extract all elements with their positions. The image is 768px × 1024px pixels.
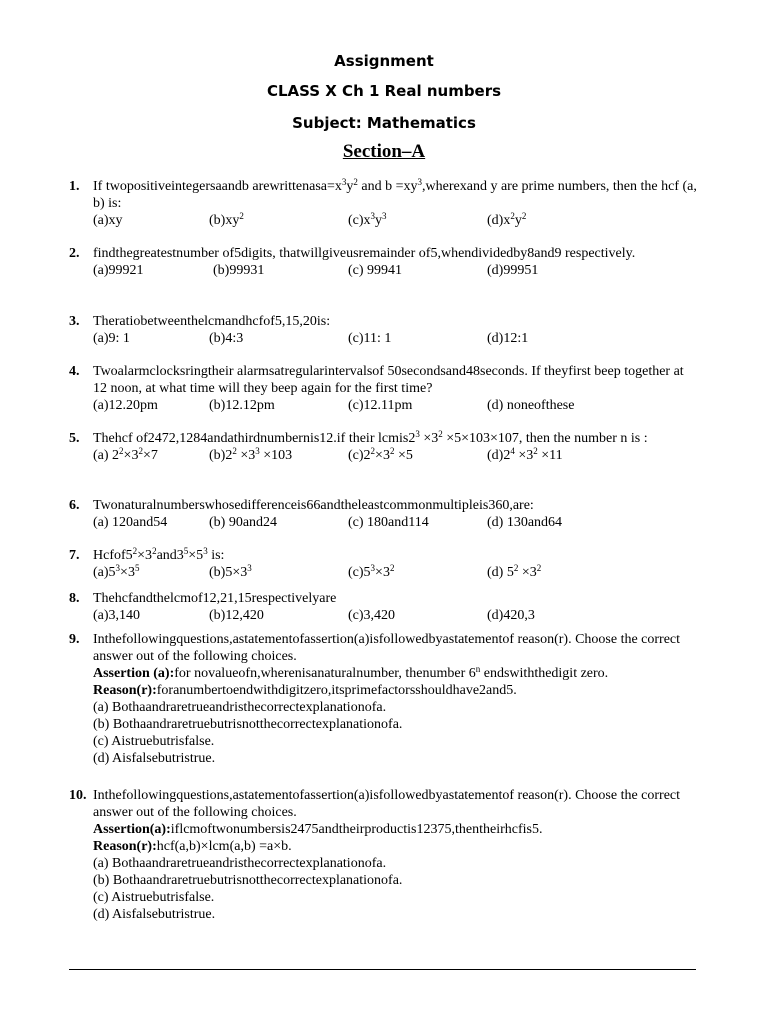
question-number: 3. [69,314,80,329]
option-c: $(c)5^3\times 3^2$ [348,563,395,580]
choice-c: (c) Aistruebutrisfalse. [93,890,215,905]
choice-d: (d) Aisfalsebutristrue. [93,751,216,766]
reason-line: Reason(r):hcf(a,b)×lcm(a,b) =a×b. [93,839,292,854]
option-a: (a)3,140 [93,608,141,623]
choice-a: (a) Bothaandraretrueandristhecorrectexplanationofa. [93,700,387,715]
option-d: $(d)x^2y^2$ [487,211,527,228]
options-row [93,564,699,581]
question-4 [69,363,699,414]
option-a: (a)12.20pm [93,398,158,413]
options-row [93,330,699,347]
question-number: 2. [69,246,80,261]
assertion-line: Assertion (a):for novalueofn,wherenisanaturalnumber, thenumber 6$^n$ endswiththedigit zero. [93,664,609,681]
question-number: 6. [69,498,80,513]
question-7 [69,547,699,581]
option-c: (c) 99941 [348,263,403,278]
option-a: (a)9: 1 [93,331,130,346]
question-text: If twopositiveintegersaandb $arewrittenasa=x^3y^2$ and $b =xy^3,wherexand$ y are prime numbers, then the hcf (a, b) is: [93,177,697,211]
question-text: Thehcf of2472,1284andathirdnumbernis12.if their $lcmis2^3 \times 3^2 \times 5\times 103\times 107$, then the number n is : [93,429,648,446]
choice-d: (d) Aisfalsebutristrue. [93,907,216,922]
option-c: (c)3,420 [348,608,396,623]
option-d: (d)420,3 [487,608,535,623]
choice-b: (b) Bothaandraretruebutrisnotthecorrectexplanationofa. [93,873,403,888]
options-row [93,262,699,279]
question-number: 4. [69,364,80,379]
question-text: Twoalarmclocksringtheir alarmsatregularintervalsof 50secondsand48seconds. If theyfirst beep together at 12 noon, at what time will they beep again for the first time? [93,364,684,396]
question-10 [69,787,699,923]
question-text: Twonaturalnumberswhosedifferenceis66andtheleastcommonmultipleis360,are: [93,498,534,513]
option-a: (a)xy [93,213,123,228]
option-a: (a)99921 [93,263,144,278]
question-9 [69,631,699,767]
assertion-line: Assertion(a):iflcmoftwonumbersis2475andtheirproductis12375,thentheirhcfis5. [93,822,543,837]
question-text: findthegreatestnumber of5digits, thatwillgiveusremainder of5,whendividedby8and9 respectively. [93,246,636,261]
option-b: (b)99931 [213,263,265,278]
question-3 [69,313,699,347]
options-row [93,514,699,531]
question-text: Inthefollowingquestions,astatementofassertion(a)isfollowedbyastatementof reason(r). Choose the correct answer out of the following choices. [93,788,681,820]
option-b: (b)12,420 [209,608,264,623]
options-row [93,397,699,414]
question-number: 10. [69,788,87,803]
option-c: $(c)x^3y^3$ [348,211,387,228]
option-b: $(b)2^2 \times 3^3 \times 103$ [209,446,293,463]
footer-rule [69,969,696,970]
option-c: (c)12.11pm [348,398,413,413]
question-text: Theratiobetweenthelcmandhcfof5,15,20is: [93,314,331,329]
section-heading: Section–A [342,141,426,162]
option-d: (d)12:1 [487,331,529,346]
option-c: $(c)2^2\times 3^2 \times 5$ [348,446,413,463]
option-b: (b)4:3 [209,331,244,346]
option-d: (d) noneofthese [487,398,575,413]
question-5 [69,430,699,464]
option-a: (a) $2^2\times 3^2\times 7$ [93,446,158,463]
option-d: $(d)2^4 \times 3^2 \times 11$ [487,446,563,463]
option-d: (d) $5^2 \times 3^2$ [487,563,542,580]
options-row [93,607,699,624]
document-title: Assignment [334,52,434,70]
option-b: (b)12.12pm [209,398,275,413]
question-number: 1. [69,179,80,194]
option-a: $(a)5^3\times 3^5$ [93,563,140,580]
option-d: (d)99951 [487,263,539,278]
question-text: Inthefollowingquestions,astatementofassertion(a)isfollowedbyastatementof reason(r). Choose the correct answer out of the following choices. [93,632,681,664]
class-line: CLASS X Ch 1 Real numbers [266,82,502,100]
option-c: (c) 180and114 [348,515,429,530]
option-b: (b) 90and24 [209,515,278,530]
question-text: $Hcfof5^2\times 3^2and3^5\times 5^3$ is: [93,546,225,563]
option-a: (a) 120and54 [93,515,168,530]
choice-a: (a) Bothaandraretrueandristhecorrectexplanationofa. [93,856,387,871]
question-number: 7. [69,548,80,563]
option-b: $(b)xy^2$ [209,211,244,228]
question-1 [69,178,699,229]
choice-c: (c) Aistruebutrisfalse. [93,734,215,749]
question-number: 9. [69,632,80,647]
subject-line: Subject: Mathematics [292,114,476,132]
question-number: 8. [69,591,80,606]
question-6 [69,497,699,531]
options-row [93,447,699,464]
option-d: (d) 130and64 [487,515,563,530]
question-text: Thehcfandthelcmof12,21,15respectivelyare [93,591,337,606]
reason-line: Reason(r):foranumbertoendwithdigitzero,itsprimefactorsshouldhave2and5. [93,683,517,698]
question-8 [69,590,699,624]
option-b: $(b)5\times 3^3$ [209,563,252,580]
question-2 [69,245,699,279]
options-row [93,212,699,229]
option-c: (c)11: 1 [348,331,392,346]
question-number: 5. [69,431,80,446]
choice-b: (b) Bothaandraretruebutrisnotthecorrectexplanationofa. [93,717,403,732]
